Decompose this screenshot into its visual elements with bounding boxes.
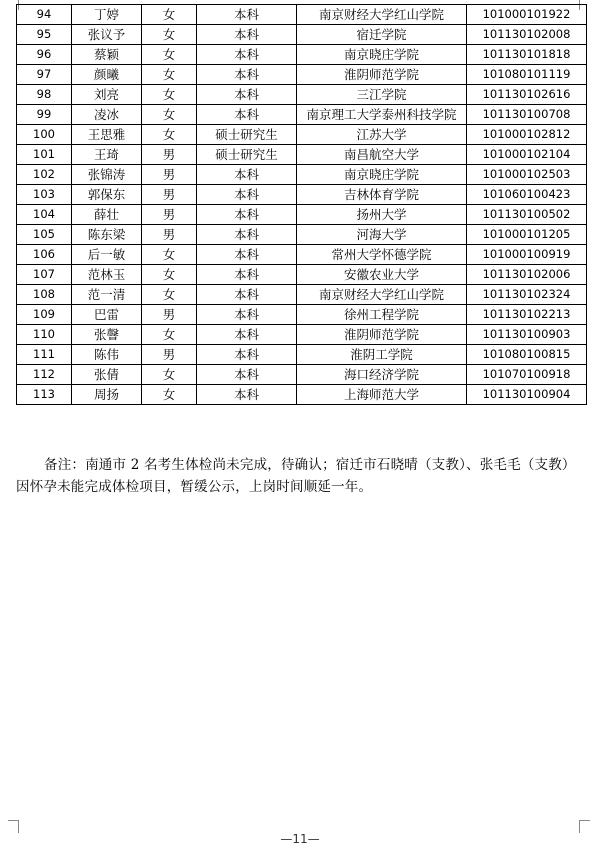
- education-level-cell: 本科: [197, 245, 297, 265]
- candidate-name-cell: 后一敏: [72, 245, 142, 265]
- graduate-school-cell: 淮阴工学院: [297, 345, 467, 365]
- gender-cell: 女: [142, 385, 197, 405]
- education-level-cell: 本科: [197, 385, 297, 405]
- table-row: [17, 205, 587, 225]
- gender-cell: 女: [142, 5, 197, 25]
- candidate-name-cell: 蔡颖: [72, 45, 142, 65]
- row-index-cell: 113: [17, 385, 72, 405]
- exam-number-cell: 101060100423: [467, 185, 587, 205]
- exam-number-cell: 101130102006: [467, 265, 587, 285]
- graduate-school-cell: 南京财经大学红山学院: [297, 285, 467, 305]
- education-level-cell: 本科: [197, 265, 297, 285]
- row-index-cell: 109: [17, 305, 72, 325]
- row-index-cell: 111: [17, 345, 72, 365]
- candidate-name-cell: 陈东梁: [72, 225, 142, 245]
- row-index-cell: 95: [17, 25, 72, 45]
- row-index-cell: 99: [17, 105, 72, 125]
- gender-cell: 男: [142, 225, 197, 245]
- gender-cell: 男: [142, 305, 197, 325]
- education-level-cell: 硕士研究生: [197, 145, 297, 165]
- graduate-school-cell: 河海大学: [297, 225, 467, 245]
- education-level-cell: 本科: [197, 5, 297, 25]
- candidate-name-cell: 王思雅: [72, 125, 142, 145]
- roster-table-body: [17, 5, 587, 405]
- exam-number-cell: 101080101119: [467, 65, 587, 85]
- education-level-cell: 本科: [197, 165, 297, 185]
- table-row: [17, 25, 587, 45]
- gender-cell: 男: [142, 185, 197, 205]
- row-index-cell: 104: [17, 205, 72, 225]
- table-row: [17, 85, 587, 105]
- table-row: [17, 365, 587, 385]
- row-index-cell: 112: [17, 365, 72, 385]
- exam-number-cell: 101070100918: [467, 365, 587, 385]
- gender-cell: 男: [142, 345, 197, 365]
- graduate-school-cell: 南京财经大学红山学院: [297, 5, 467, 25]
- education-level-cell: 本科: [197, 65, 297, 85]
- education-level-cell: 本科: [197, 185, 297, 205]
- candidate-name-cell: 周扬: [72, 385, 142, 405]
- table-row: [17, 265, 587, 285]
- row-index-cell: 105: [17, 225, 72, 245]
- gender-cell: 女: [142, 45, 197, 65]
- candidate-name-cell: 刘亮: [72, 85, 142, 105]
- education-level-cell: 本科: [197, 85, 297, 105]
- graduate-school-cell: 淮阴师范学院: [297, 325, 467, 345]
- gender-cell: 女: [142, 25, 197, 45]
- graduate-school-cell: 江苏大学: [297, 125, 467, 145]
- row-index-cell: 96: [17, 45, 72, 65]
- graduate-school-cell: 三江学院: [297, 85, 467, 105]
- row-index-cell: 101: [17, 145, 72, 165]
- page-number: —11—: [280, 832, 320, 846]
- table-row: [17, 385, 587, 405]
- exam-number-cell: 101130101818: [467, 45, 587, 65]
- graduate-school-cell: 南京晓庄学院: [297, 45, 467, 65]
- graduate-school-cell: 徐州工程学院: [297, 305, 467, 325]
- table-row: [17, 305, 587, 325]
- table-row: [17, 5, 587, 25]
- row-index-cell: 94: [17, 5, 72, 25]
- exam-number-cell: 101000101922: [467, 5, 587, 25]
- row-index-cell: 110: [17, 325, 72, 345]
- graduate-school-cell: 海口经济学院: [297, 365, 467, 385]
- gender-cell: 女: [142, 265, 197, 285]
- table-row: [17, 325, 587, 345]
- exam-number-cell: 101080100815: [467, 345, 587, 365]
- gender-cell: 女: [142, 325, 197, 345]
- exam-number-cell: 101000101205: [467, 225, 587, 245]
- row-index-cell: 106: [17, 245, 72, 265]
- candidate-name-cell: 范一清: [72, 285, 142, 305]
- graduate-school-cell: 吉林体育学院: [297, 185, 467, 205]
- exam-number-cell: 101000100919: [467, 245, 587, 265]
- exam-number-cell: 101130100502: [467, 205, 587, 225]
- graduate-school-cell: 常州大学怀德学院: [297, 245, 467, 265]
- exam-number-cell: 101000102503: [467, 165, 587, 185]
- candidate-name-cell: 范林玉: [72, 265, 142, 285]
- gender-cell: 女: [142, 245, 197, 265]
- education-level-cell: 本科: [197, 205, 297, 225]
- gender-cell: 男: [142, 205, 197, 225]
- graduate-school-cell: 上海师范大学: [297, 385, 467, 405]
- exam-number-cell: 101130100904: [467, 385, 587, 405]
- roster-table: [16, 4, 587, 405]
- row-index-cell: 102: [17, 165, 72, 185]
- candidate-name-cell: 郭保东: [72, 185, 142, 205]
- candidate-name-cell: 巴雷: [72, 305, 142, 325]
- table-row: [17, 165, 587, 185]
- exam-number-cell: 101000102812: [467, 125, 587, 145]
- exam-number-cell: 101130100708: [467, 105, 587, 125]
- row-index-cell: 107: [17, 265, 72, 285]
- gender-cell: 女: [142, 65, 197, 85]
- education-level-cell: 本科: [197, 105, 297, 125]
- row-index-cell: 97: [17, 65, 72, 85]
- candidate-name-cell: 张锦涛: [72, 165, 142, 185]
- gender-cell: 男: [142, 145, 197, 165]
- table-row: [17, 285, 587, 305]
- education-level-cell: 本科: [197, 45, 297, 65]
- gender-cell: 女: [142, 285, 197, 305]
- table-row: [17, 185, 587, 205]
- graduate-school-cell: 南京理工大学泰州科技学院: [297, 105, 467, 125]
- row-index-cell: 100: [17, 125, 72, 145]
- exam-number-cell: 101130102616: [467, 85, 587, 105]
- candidate-name-cell: 颜曦: [72, 65, 142, 85]
- graduate-school-cell: 扬州大学: [297, 205, 467, 225]
- exam-number-cell: 101000102104: [467, 145, 587, 165]
- table-row: [17, 125, 587, 145]
- table-row: [17, 245, 587, 265]
- gender-cell: 女: [142, 365, 197, 385]
- row-index-cell: 103: [17, 185, 72, 205]
- table-row: [17, 45, 587, 65]
- footnote-remark: 备注：南通市 2 名考生体检尚未完成，待确认；宿迁市石晓晴（支教）、张毛毛（支教）因怀孕未能完成体检项目，暂缓公示，上岗时间顺延一年。: [16, 456, 576, 495]
- education-level-cell: 本科: [197, 25, 297, 45]
- candidate-name-cell: 凌冰: [72, 105, 142, 125]
- table-row: [17, 225, 587, 245]
- candidate-name-cell: 张倩: [72, 365, 142, 385]
- education-level-cell: 本科: [197, 345, 297, 365]
- table-row: [17, 105, 587, 125]
- exam-number-cell: 101130102324: [467, 285, 587, 305]
- row-index-cell: 108: [17, 285, 72, 305]
- education-level-cell: 本科: [197, 305, 297, 325]
- graduate-school-cell: 南昌航空大学: [297, 145, 467, 165]
- education-level-cell: 本科: [197, 325, 297, 345]
- candidate-name-cell: 陈伟: [72, 345, 142, 365]
- graduate-school-cell: 南京晓庄学院: [297, 165, 467, 185]
- gender-cell: 男: [142, 165, 197, 185]
- education-level-cell: 本科: [197, 365, 297, 385]
- table-row: [17, 65, 587, 85]
- education-level-cell: 本科: [197, 285, 297, 305]
- graduate-school-cell: 淮阴师范学院: [297, 65, 467, 85]
- candidate-name-cell: 王琦: [72, 145, 142, 165]
- exam-number-cell: 101130100903: [467, 325, 587, 345]
- candidate-name-cell: 薛壮: [72, 205, 142, 225]
- gender-cell: 女: [142, 85, 197, 105]
- candidate-name-cell: 丁婷: [72, 5, 142, 25]
- graduate-school-cell: 宿迁学院: [297, 25, 467, 45]
- gender-cell: 女: [142, 125, 197, 145]
- gender-cell: 女: [142, 105, 197, 125]
- candidate-name-cell: 张议予: [72, 25, 142, 45]
- candidate-name-cell: 张韾: [72, 325, 142, 345]
- education-level-cell: 本科: [197, 225, 297, 245]
- exam-number-cell: 101130102008: [467, 25, 587, 45]
- row-index-cell: 98: [17, 85, 72, 105]
- graduate-school-cell: 安徽农业大学: [297, 265, 467, 285]
- education-level-cell: 硕士研究生: [197, 125, 297, 145]
- exam-number-cell: 101130102213: [467, 305, 587, 325]
- table-row: [17, 345, 587, 365]
- table-row: [17, 145, 587, 165]
